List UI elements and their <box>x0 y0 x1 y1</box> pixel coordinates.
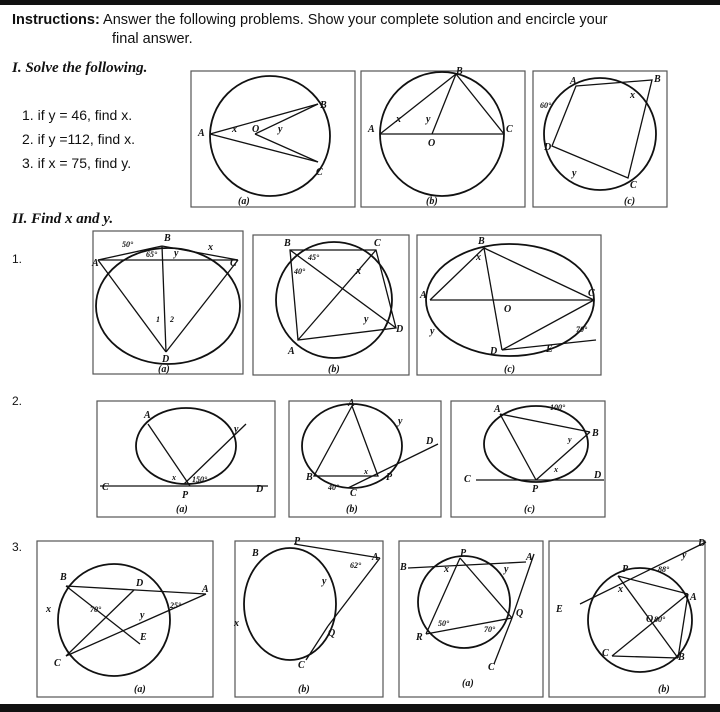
caption: (a) <box>158 364 170 375</box>
label-A: A <box>144 410 151 421</box>
label-P: P <box>622 564 629 575</box>
label-y: y <box>174 248 179 259</box>
label-x: x <box>630 90 635 101</box>
row3-number: 3. <box>12 540 23 554</box>
label-D: D <box>162 354 170 365</box>
angle-88: 88° <box>658 565 670 574</box>
label-D: D <box>698 538 706 549</box>
angle-40: 40° <box>328 483 340 492</box>
label-B: B <box>320 100 327 111</box>
figure-2-3b <box>234 536 384 698</box>
label-x: x <box>46 604 51 615</box>
caption: (a) <box>176 504 188 515</box>
label-P: P <box>460 548 467 559</box>
figure-2-2b <box>288 400 442 518</box>
label-Q: Q <box>516 608 524 619</box>
angle-80: 80° <box>654 615 666 624</box>
label-D: D <box>426 436 434 447</box>
angle-70: 70° <box>90 605 102 614</box>
caption: (c) <box>504 364 516 375</box>
label-C: C <box>630 180 637 191</box>
figure-2-3d <box>548 540 708 698</box>
label-A: A <box>348 398 355 409</box>
label-y: y <box>140 610 145 621</box>
label-B: B <box>478 236 485 247</box>
label-B: B <box>592 428 599 439</box>
label-C: C <box>54 658 61 669</box>
label-1: 1 <box>156 315 160 324</box>
question-2: 2. if y =112, find x. <box>22 131 135 147</box>
label-x: x <box>554 465 558 474</box>
label-y: y <box>234 424 239 435</box>
label-E: E <box>546 344 553 355</box>
angle-50: 50° <box>438 619 450 628</box>
caption: (a) <box>238 196 250 207</box>
label-B: B <box>400 562 407 573</box>
label-C: C <box>102 482 109 493</box>
label-2: 2 <box>170 315 174 324</box>
label-A: A <box>420 290 427 301</box>
label-y: y <box>364 314 369 325</box>
figure-1a <box>190 70 356 210</box>
label-C: C <box>506 124 513 135</box>
label-y: y <box>568 435 572 444</box>
label-E: E <box>140 632 147 643</box>
label-B: B <box>306 472 313 483</box>
label-A: A <box>202 584 209 595</box>
instructions-line1: Answer the following problems. Show your complete solution and encircle your <box>103 12 608 28</box>
top-border <box>0 0 720 5</box>
label-x: x <box>232 124 237 135</box>
label-P: P <box>182 490 189 501</box>
figure-2-2a <box>96 400 276 518</box>
label-O: O <box>504 304 512 315</box>
label-A: A <box>372 552 379 563</box>
caption: (b) <box>298 684 310 695</box>
label-x: x <box>172 473 176 482</box>
row2-number: 2. <box>12 394 23 408</box>
label-A: A <box>198 128 205 139</box>
instructions-line2: final answer. <box>112 31 193 47</box>
label-y: y <box>682 550 687 561</box>
label-B: B <box>678 652 685 663</box>
label-x: x <box>618 584 623 595</box>
angle-40: 40° <box>294 267 306 276</box>
label-x: x <box>476 252 481 263</box>
figure-2-1c <box>416 234 602 376</box>
label-D: D <box>544 142 552 153</box>
label-C: C <box>230 258 237 269</box>
label-C: C <box>588 288 595 299</box>
label-C: C <box>350 488 357 499</box>
label-C: C <box>316 167 323 178</box>
figure-2-3c <box>398 540 544 698</box>
label-O: O <box>252 124 260 135</box>
label-B: B <box>252 548 259 559</box>
figure-1c <box>532 70 668 210</box>
caption: (b) <box>426 196 438 207</box>
label-B: B <box>164 233 171 244</box>
label-x: x <box>364 467 368 476</box>
label-y: y <box>504 564 509 575</box>
angle-65: 65° <box>146 250 158 259</box>
label-A: A <box>288 346 295 357</box>
figure-2-1b <box>252 234 410 376</box>
label-B: B <box>654 74 661 85</box>
question-3: 3. if x = 75, find y. <box>22 155 132 171</box>
label-A: A <box>526 552 533 563</box>
label-x: x <box>356 266 361 277</box>
label-D: D <box>136 578 144 589</box>
label-x: x <box>208 242 213 253</box>
part2-header: II. Find x and y. <box>12 211 114 227</box>
label-A: A <box>494 404 501 415</box>
angle-100: 100° <box>550 403 566 412</box>
caption: (a) <box>134 684 146 695</box>
label-y: y <box>426 114 431 125</box>
instructions-label: Instructions: <box>12 12 100 28</box>
label-C: C <box>602 648 609 659</box>
label-D: D <box>490 346 498 357</box>
row1-number: 1. <box>12 252 23 266</box>
figure-2-2c <box>450 400 606 518</box>
label-A: A <box>368 124 375 135</box>
label-O: O <box>646 614 654 625</box>
label-A: A <box>690 592 697 603</box>
label-D: D <box>594 470 602 481</box>
angle-70: 70° <box>576 325 588 334</box>
label-C: C <box>464 474 471 485</box>
angle-45: 45° <box>308 253 320 262</box>
angle-150: 150° <box>192 475 208 484</box>
caption: (c) <box>524 504 536 515</box>
label-C: C <box>374 238 381 249</box>
question-1: 1. if y = 46, find x. <box>22 107 133 123</box>
instructions <box>12 11 652 49</box>
caption: (b) <box>658 684 670 695</box>
caption: (b) <box>346 504 358 515</box>
label-A: A <box>92 258 99 269</box>
label-y: y <box>398 416 403 427</box>
label-D: D <box>256 484 264 495</box>
label-A: A <box>570 76 577 87</box>
label-P: P <box>532 484 539 495</box>
label-Q: Q <box>328 628 336 639</box>
label-y: y <box>322 576 327 587</box>
label-O: O <box>428 138 436 149</box>
label-C: C <box>298 660 305 671</box>
label-D: D <box>396 324 404 335</box>
angle-25: 25° <box>170 601 182 610</box>
bottom-border <box>0 704 720 712</box>
label-y: y <box>572 168 577 179</box>
caption: (c) <box>624 196 636 207</box>
caption: (b) <box>328 364 340 375</box>
figure-1b <box>360 66 526 210</box>
label-B: B <box>456 66 463 77</box>
part1-header: I. Solve the following. <box>12 60 148 76</box>
label-B: B <box>60 572 67 583</box>
label-P: P <box>294 536 301 547</box>
figure-2-3a <box>36 540 214 698</box>
label-R: R <box>416 632 423 643</box>
caption: (a) <box>462 678 474 689</box>
angle-70: 70° <box>484 625 496 634</box>
part1-questions <box>22 103 135 175</box>
label-y: y <box>278 124 283 135</box>
angle-50: 50° <box>122 240 134 249</box>
angle-60: 60° <box>540 101 552 110</box>
figure-2-1a <box>92 230 244 376</box>
label-B: B <box>284 238 291 249</box>
label-x: x <box>444 564 449 575</box>
angle-62: 62° <box>350 561 362 570</box>
label-E: E <box>556 604 563 615</box>
label-x: x <box>234 618 239 629</box>
label-y: y <box>430 326 435 337</box>
label-P: P <box>386 472 393 483</box>
label-x: x <box>396 114 401 125</box>
label-C: C <box>488 662 495 673</box>
